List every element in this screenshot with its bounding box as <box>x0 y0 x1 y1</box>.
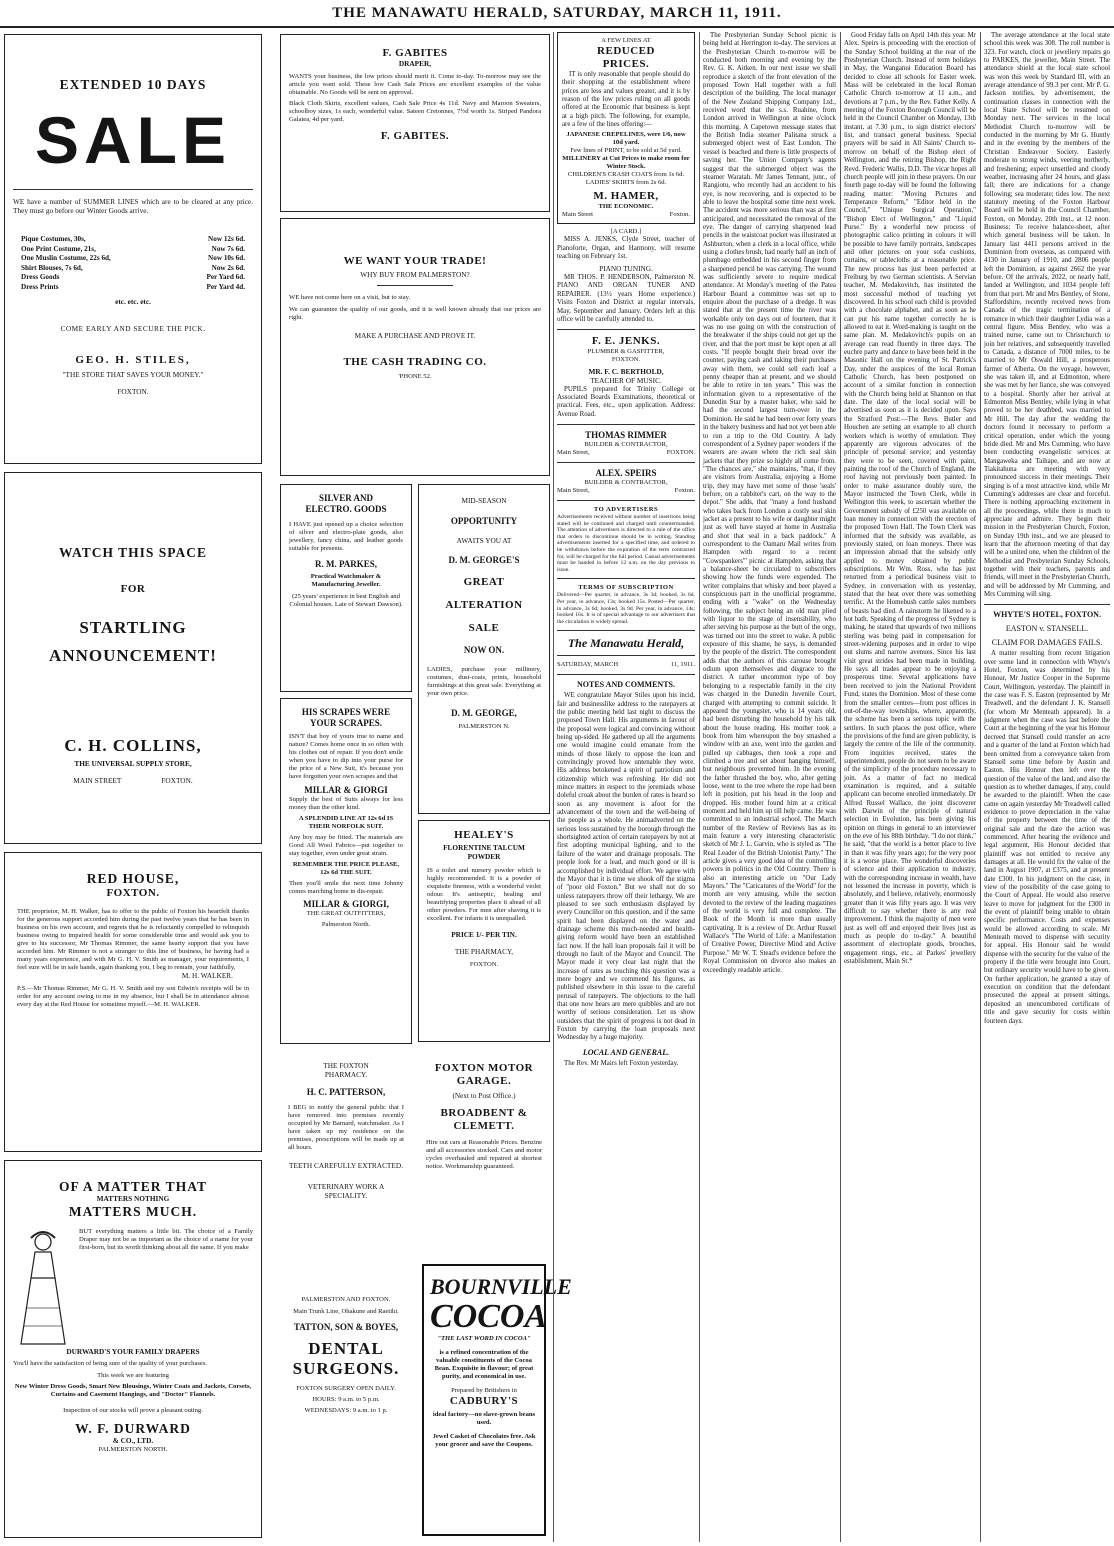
parkes-trade: Practical Watchmaker & Manufacturing Jeweller. <box>310 573 382 588</box>
berthold-body: PUPILS prepared for Trinity College or Associated Boards Examinations, theoretical or practical. Fees, etc., upon application. Address: Avenue Road. <box>557 385 695 418</box>
redhouse-title-2: FOXTON. <box>106 887 160 899</box>
rimmer-trade: BUILDER & CONTRACTOR, <box>584 440 668 448</box>
gabites-signature: F. GABITES. <box>380 129 450 142</box>
cocoa-tag: "THE LAST WORD IN COCOA" <box>437 1335 531 1342</box>
george-line-1: MID-SEASON <box>461 496 507 505</box>
parkes-title-2: ELECTRO. GOODS <box>305 504 387 514</box>
healey-title-2: FLORENTINE TALCUM POWDER <box>443 843 525 861</box>
hamer-firm: M. HAMER, <box>593 190 659 203</box>
red-house-ad <box>4 852 262 1152</box>
parkes-firm: R. M. PARKES, <box>314 559 378 569</box>
patterson-title-2: PHARMACY. <box>324 1069 368 1079</box>
collins-town: FOXTON. <box>161 775 193 785</box>
george-ad <box>418 484 550 814</box>
fjenks-trade: PLUMBER & GASFITTER, <box>587 348 665 356</box>
garage-title-2: GARAGE. <box>456 1075 512 1087</box>
speirs-trade: BUILDER & CONTRACTOR, <box>584 478 668 486</box>
patterson-ad <box>280 1050 412 1286</box>
reduced-title-3: PRICES. <box>602 58 650 70</box>
cocoa-ad <box>422 1264 572 1536</box>
dental-wednesday: WEDNESDAYS: 9 a.m. to 1 p. <box>304 1407 388 1414</box>
durward-title-1: OF A MATTER THAT <box>59 1179 207 1194</box>
scrapes-body: ISN'T that boy of yours true to name and nature? Comes home once in so often with his clothes out of repair. If you don't smile when you have to dip into your purse for the price of a New Suit, it's because you have forgotten your own scrapes and that <box>289 733 403 780</box>
durward-sub: DURWARD'S YOUR FAMILY DRAPERS <box>66 1346 200 1356</box>
tuning-title: PIANO TUNING. <box>599 264 653 274</box>
sale-ad <box>4 34 262 464</box>
news-column-5 <box>844 32 976 1542</box>
ads-column-2 <box>280 32 572 1542</box>
speirs-firm: ALEX. SPEIRS <box>595 467 657 478</box>
news-column-4 <box>703 32 836 1542</box>
sale-items: Pique Costumes, 30s, Now 12s 6d. One Print Costume, 21s, Now 7s 6d. One Muslin Costume, 22s 6d, Now 10s 6d. Shirt Blouses, 7s 6d, Now 2s 6d. Dress Goods Per Yard 6d. Dress Prints Per Yard 4d. <box>21 235 245 291</box>
whytes-hotel-title: WHYTE'S HOTEL, FOXTON. <box>993 610 1101 620</box>
lady-figure-icon <box>13 1228 73 1348</box>
george-line-4: D. M. GEORGE'S <box>448 555 520 566</box>
fjenks-town: FOXTON. <box>611 356 641 364</box>
collins-firm: C. H. COLLINS, <box>64 736 202 755</box>
hamer-town: Foxton. <box>669 211 690 219</box>
sale-big: SALE <box>34 103 232 177</box>
cocoa-logo-1: BOURNVILLE <box>430 1274 572 1299</box>
scrapes-title-1: HIS SCRAPES WERE <box>301 707 391 717</box>
sale-tag: "THE STORE THAT SAVES YOUR MONEY." <box>62 369 204 379</box>
patterson-body: I BEG to notify the general public that I have removed into premises recently occupied by Mr Barnard, watchmaker. As I have taken up my residence on the premises, prescriptions will be made up at all hours. <box>288 1104 404 1152</box>
george-line-3: AWAITS YOU AT <box>456 535 512 545</box>
gabites-trade: DRAPER, <box>398 59 432 68</box>
cocoa-prepared: Prepared by Britishers in <box>451 1387 517 1394</box>
durward-town: PALMERSTON NORTH. <box>98 1446 168 1454</box>
easton-title: EASTON v. STANSELL. <box>1005 624 1089 634</box>
parkes-experience: (25 years' experience in best English and Colonial houses. Late of Stewart Dawson). <box>289 593 403 608</box>
paper-title: The Manawatu Herald, <box>567 636 685 651</box>
cocoa-ideal: ideal factory—no slave-grown beans used. <box>432 1411 536 1426</box>
millar-giorgi-ad <box>280 698 412 1044</box>
dateline-left: SATURDAY, MARCH <box>557 661 619 669</box>
durward-body: BUT everything matters a little bit. The choice of a Family Draper may not be as important as the choice of a name for your first-born, but its worth thinking about all the same. If you make <box>79 1227 253 1251</box>
cash-title: WE WANT YOUR TRADE! <box>343 255 487 267</box>
terms-title: TERMS OF SUBSCRIPTION <box>578 584 674 592</box>
george-firm: D. M. GEORGE, <box>451 708 517 719</box>
george-line-8: NOW ON. <box>463 645 505 656</box>
reduced-item-4: CHILDREN'S CRASH COATS from 1s 6d. <box>567 171 685 179</box>
notes-title: NOTES AND COMMENTS. <box>576 680 675 690</box>
healey-town: FOXTON. <box>469 960 499 968</box>
durward-ad <box>4 1160 262 1538</box>
healey-title-1: HEALEY'S <box>454 829 514 841</box>
claim-title: CLAIM FOR DAMAGES FAILS. <box>991 638 1103 648</box>
news-column-6 <box>984 32 1110 1542</box>
garage-title-1: FOXTON MOTOR <box>434 1062 534 1074</box>
scrapes-title-2: YOUR SCRAPES. <box>309 718 382 728</box>
garage-ad <box>418 1050 550 1260</box>
cash-make: MAKE A PURCHASE AND PROVE IT. <box>354 330 476 340</box>
cash-body: WE have not come here on a visit, but to stay. <box>289 293 411 301</box>
cash-trading-ad <box>280 218 550 476</box>
patterson-title-1: THE FOXTON <box>323 1061 369 1070</box>
sale-intro: WE have a number of SUMMER LINES which are to be cleared at any price. They must go before our Winter Goods arrive. <box>13 197 253 215</box>
redhouse-signature: M. H. WALKER. <box>181 971 233 980</box>
patterson-name: H. C. PATTERSON, <box>306 1087 386 1098</box>
collins-street: MAIN STREET <box>73 775 122 785</box>
healey-firm: THE PHARMACY, <box>454 947 514 957</box>
dateline-right: 11, 1911. <box>670 661 695 669</box>
scrapes-body-3: Any boy may be fitted. The materials are Good All Wool Fabrics—put together to stay together, even under great strain. <box>289 834 403 857</box>
redhouse-title-1: RED HOUSE, <box>86 871 180 886</box>
durward-title-3: MATTERS MUCH. <box>68 1203 198 1219</box>
scrapes-great: THE GREAT OUTFITTERS, <box>306 910 386 917</box>
sale-top: EXTENDED 10 DAYS <box>59 77 207 92</box>
sale-come: COME EARLY AND SECURE THE PICK. <box>60 324 206 334</box>
george-line-7: SALE <box>468 622 500 635</box>
speirs-street: Main Street, <box>557 486 590 494</box>
durward-featuring: This week we are featuring <box>97 1372 169 1380</box>
durward-list: New Winter Dress Goods, Smart New Blousings, Winter Coats and Jackets, Corsets, Curtains and Casement Hangings, and "Doctor" Flannels. <box>14 1383 252 1399</box>
gabites-ad <box>280 34 550 212</box>
healey-ad <box>418 820 550 1042</box>
george-town: PALMERSTON N. <box>458 723 510 731</box>
durward-body-2: You'll have the satisfaction of being sure of the quality of your purchases. <box>13 1360 208 1368</box>
cocoa-logo-2: COCOA <box>430 1298 548 1335</box>
scrapes-splendid: A SPLENDID LINE AT 12s 6d IS THEIR NORFOLK SUIT. <box>298 815 394 830</box>
reduced-title-1: A FEW LINES AT <box>601 37 651 44</box>
rimmer-firm: THOMAS RIMMER <box>585 429 667 440</box>
reduced-item-1: JAPANESE CREPELINES, were 1/6, now 10d yard. <box>566 131 686 147</box>
cash-firm: THE CASH TRADING CO. <box>343 356 487 369</box>
news-column-3 <box>557 32 695 1542</box>
scrapes-remember: REMEMBER THE PRICE PLEASE, 12s 6d THE SUIT. <box>292 861 400 876</box>
reduced-item-2: Few lines of PRINT, to be sold at 5d yard. <box>570 147 682 155</box>
garage-firm: BROADBENT & CLEMETT. <box>440 1106 528 1132</box>
scrapes-firm: MILLAR & GIORGI <box>304 785 388 795</box>
redhouse-ps: P.S.—Mr Thomas Rimmer, Mr G. H. V. Smith and my son Edwin's receipts will be in order for any account owing to me in my absence, but I shall be in attendance almost every day at the Red House for sometime myself.—M. H. WALKER. <box>17 984 249 1008</box>
dental-address: Main Trunk Line, Ohakune and Raetihi. <box>293 1308 399 1315</box>
cash-body-2: We can guarantee the quality of our goods, and it is well known already that our prices are right. <box>289 305 541 321</box>
dental-title-1: DENTAL <box>308 1339 384 1358</box>
reduced-body: IT is only reasonable that people should do their shopping at the establishment where prices are less and values greater, and it is by reason of the low prices ruling on all goods offered at the Economic that business is kept at a high pitch. The following, for example, are a few of the lines offering:— <box>562 71 690 129</box>
local-title: LOCAL AND GENERAL. <box>582 1047 670 1057</box>
reduced-title-2: REDUCED <box>597 45 655 57</box>
cash-phone: 'PHONE 52. <box>398 373 432 381</box>
reduced-item-5: LADIES' SKIRTS from 2s 6d. <box>585 179 667 187</box>
cash-subtitle: WHY BUY FROM PALMERSTON? <box>360 270 470 279</box>
collins-ad <box>4 472 262 844</box>
durward-co: & CO., LTD. <box>112 1436 154 1446</box>
rimmer-town: FOXTON. <box>666 448 695 456</box>
dental-open: FOXTON SURGERY OPEN DAILY. <box>296 1385 396 1392</box>
durward-firm: W. F. DURWARD <box>75 1421 191 1437</box>
healey-price: PRICE 1/- PER TIN. <box>451 930 517 940</box>
parkes-ad <box>280 484 412 692</box>
cocoa-cadbury: CADBURY'S <box>449 1395 519 1407</box>
watch-line-4: ANNOUNCEMENT! <box>49 646 217 665</box>
scrapes-town: Palmerston North. <box>321 921 371 928</box>
card-label: [A CARD.] <box>610 228 642 236</box>
rimmer-street: Main Street, <box>557 448 590 456</box>
scrapes-body-4: Then you'll smile the next time Johnny comes marching home in dis-repair. <box>289 880 403 895</box>
gabites-firm: F. GABITES <box>382 47 448 59</box>
speirs-town: Foxton. <box>674 486 695 494</box>
fjenks-firm: F. E. JENKS. <box>591 335 661 348</box>
gabites-body: WANTS your business, the low prices should merit it. Come to-day. To-morrow may see the article you want sold. These low Cash Sale Prices are excellent examples of the value obtainable. No Goods will be sent on approval. <box>289 72 541 96</box>
dental-hours: HOURS: 9 a.m. to 5 p.m. <box>312 1396 380 1403</box>
garage-location: (Next to Post Office.) <box>452 1091 516 1100</box>
patterson-vet: VETERINARY WORK A SPECIALITY. <box>307 1182 385 1200</box>
column-4-text: The Presbyterian Sunday School picnic is being held at Herrington to-day. The services at the Presbyterian Church to-morrow will be conducted both morning and evening by the Rev. G. K. Aitken. In our next issue we shall reproduce a sketch of the front elevation of the proposed Town Hall together with a full description of the building. The local manager of the New Zealand Shipping Company Ltd., received word that the s.s. Ruahine, from London arrived in Wellington at nine o'clock this morning. A Capetown message states that the British India steamer Palitana struck a submerged object west of East London. The vessel is beached and there is little prospects of saving her. The Union Company's agents suggest that the submerged object was the steamer Waratah. Mr James Tennant, junr., of Rangiotu, who recently had an accident to his eye, is now recovering, and is expected to be able to leave the hospital some time next week. The accident was more serious than was at first anticipated, and necessitated the removal of the eye. The danger of carrying sharpened lead pencils in the waistcoat pocket was illustrated at Ashburton, when a clerk in a local office, while using a clothes brush, had nearly half an inch of plumbago embedded in his second finger from a sharpened pencil he was carrying. The wound was sufficiently severe to require medical attendance. At Monday's meeting of the Patea Harbour Board a committee was set up to enquire about the purchase of a dredge. It was stated that at the present time the river was workable only ten days out of fourteen, that it was no use going on with the construction of the breakwater if the ships could not get up the river, and that the port must be kept open at all costs. "If people bought their bread over the counter, paying cash and taking their purchases away with them, we could sell each loaf a penny cheaper than at present, and we should be able to retire in ten years." This was the information given to a representative of the Dunedin Star by a master baker, who said he had the second largest turn-over in the Dominion. He said he had been over forty years in the bakery business and had not yet been able to run a trip to the Old Country. A lady correspondent of a Sydney paper wonders if the wearers are aware where the rich seal skin jackets that they prize so highly all come from. "The chances are," she maintains, "that, if they are visitors from Australia, enjoying a Home trip, they may have met some of those 'seals' before, on a rabbiter's cart, on the way to the depot." She adds, that "many a fond husband who takes back from London a costly seal skin jacket as a present to his wife or daughter might just as well have stayed at home in Australia and shot that seal in a back paddock." A correspondent to the Oamaru Mail writes from Hampden with regard to a recent "Cowspankers'" picnic at Hampden, asking that a balance-sheet be circulated to subscribers showing how the funds were expended. The writer complains that whisky and beer played a conspicuous part in the unofficial programme, ending with a "wake" on the Wednesday following, the subject being an old man plied with liquor to the stage of insensibility, who after serving his purpose as the butt of the orgy, was turned out into the street to wake. A public exposure of this shame, he says, is demanded by the people of the district. The correspondent adds that the authors of this carouse brought odium upon themselves and disgrace to the district. A rather uncommon type of boy belonging to a respectable family in the city was charged in the Dunedin Juvenile Court, charged with attempting to commit suicide. It appeared the youngster, who is 14 years old, had been disturbing the household by his talk about the house reading. His mother took a book from him whereupon the boy smashed a window with an axe, went into the garden and pulled up cabbages, then took a rope and climbed a tree and set about hanging himself, but neighbours prevented him. In the evening the father thrashed the boy, who, after getting loose, went to the tree where the rope had been left in position, put his head in the loop and dropped. His mother found him at a critical moment and held him up till help came. He was committed to an industrial school. The March number of the Review of Reviews has as its main feature a very interesting characteristic sketch of Mr J. L. Garvin, who is styled as "The Real Leader of the British Unionist Party." The article gives a very good idea of the controlling powers in politics in the Old Country. There is also an interesting article on "Our Lady Mayors." The "Caricatures of the World" for the month are very amusing, while the section devoted to the review of the leading magazines of the world is very full and complete. The Book of the Month is more than usually captivating. It is a review of Dr. Arthur Russel Wallace's "The World of Life: a Manifestation of Creative Power, Directive Mind and Active Purpose." Mr W. T. Stead's evidence before the Royal Commission on divorce also makes an exceedingly readable article. <box>703 32 836 974</box>
garage-body: Hire out cars at Reasonable Prices. Benzine and all accessories stocked. Cars and motor cycles overhauled and repaired at shortest notice. Workmanship guaranteed. <box>426 1138 542 1170</box>
berthold-name: MR. F. C. BERTHOLD, <box>588 367 664 377</box>
berthold-trade: TEACHER OF MUSIC. <box>590 375 662 385</box>
george-line-6: ALTERATION <box>445 599 523 612</box>
hamer-economic: THE ECONOMIC. <box>598 203 654 211</box>
collins-store: THE UNIVERSAL SUPPLY STORE, <box>74 759 192 768</box>
sale-firm: GEO. H. STILES, <box>75 353 191 366</box>
economic-ad <box>557 32 695 224</box>
advertisers-body: Advertisements received without number of insertions being stated will be continued and charged until countermanded. The attention of advertisers is directed to a rule of the office that orders to discontinue should be in writing. Standing advertisements inserted for a specified time, and ordered to be withdrawn before the expiration of the term contracted for, will be charged for the full period. Casual advertisements must be handed in before 12 a.m. on the day previous to issue. <box>557 513 695 573</box>
dental-title-2: SURGEONS. <box>292 1359 400 1378</box>
scrapes-firm-2: MILLAR & GIORGI, <box>303 899 389 909</box>
parkes-title-1: SILVER AND <box>319 493 373 503</box>
george-line-2: OPPORTUNITY <box>450 515 518 526</box>
hamer-street: Main Street <box>562 211 593 219</box>
george-line-5: GREAT <box>463 576 505 589</box>
notes-body: WE congratulate Mayor Stiles upon his incid, fair and businesslike address to the ratepayers at the public meeting held last night to discuss the proposed Town Hall. His arguments in favour of the proposal were logical and convincing without being up-sided. He gathered up all the arguments one would imagine could emanate from the minds of those likely to oppose the loan and convincingly proved how untenable they were. His address betokened a spirit of patriotism and citizenship which was refreshing. He did not mince matters in respect to the jeremiads whose doleful croak about the burden of rates is heard so soon as any movement is afoot for the advancement of the town and the well-being of the people as a whole. He animadverted on the serious loss sustained by the borough through the shortsighted action of certain ratepayers by not at first adopting municipal lighting, and to the failure of the water and drainage proposals. The people look for a lead, and much good or ill is accomplished by individual effort. We agree with the Mayor that it is time we shook off the stigma of "poor old Foxton." But we shall not do so unless ratepayers throw off their lethargy. We are pleased to see such enthusiasm displayed by every Councillor on this question, and if the same spirit had been displayed on the water and drainage scheme this much-needed and health-giving reform would have been an established fact now. If the hall loan proposals fail it will be through no fault of the Mayor and Council. The Mayor made it very clear last night that the increase of rates as touching this question was a mere bogey and we commend his figures, as published elsewhere in this issue to the careful perusal of ratepayers. The objections to the hall that one now hears are mere quibbles and are not worthy of serious consideration. Let us show outsiders that the spirit of progress is not dead in Foxton by carrying the loan proposals next Wednesday by a huge majority. <box>557 692 695 1042</box>
durward-title-2: MATTERS NOTHING <box>96 1194 170 1203</box>
patterson-teeth: TEETH CAREFULLY EXTRACTED. <box>289 1161 403 1171</box>
watch-line-3: STARTLING <box>79 618 187 637</box>
sale-town: FOXTON. <box>117 386 149 396</box>
healey-body: IS a toilet and nursery powder which is highly recommended. It is a powder of exquisite fineness, with a wonderful violet odour. It's antiseptic, healing and beautifying properties place it ahead of all other powders. For men after shaving it is excellent. For infants it is unequalled. <box>427 867 541 923</box>
ads-column-1 <box>4 32 262 1542</box>
dental-firm: TATTON, SON & BOYES, <box>293 1322 399 1332</box>
dental-towns: PALMERSTON AND FOXTON. <box>301 1296 391 1303</box>
cocoa-body: is a refined concentration of the valuable constituents of the Cocoa Bean. Exquisite in flavour; of great purity, and economical in use. <box>434 1349 534 1380</box>
jenks-card: MISS A. JENKS, Clyde Street, teacher of Pianoforte, Organ, and Harmony, will resume teaching on February 1st. <box>557 236 695 261</box>
scrapes-body-2: Supply the best of Suits always for less money than the other kind. <box>289 796 403 811</box>
watch-line-2: FOR <box>120 583 146 595</box>
watch-line-1: WATCH THIS SPACE <box>58 545 208 560</box>
column-6-text-2: A matter resulting from recent litigation over some land in connection with Whyte's Hotel, Foxton, was determined by his Honour, Mr Justice Cooper in the Supreme Court, Wellington, yesterday. The plaintiff in the case was F. S. Easton (represented by Mr Treadwell, and the defendant J. K. Stansell (for whom Mr Menteath appeared). In a judgment when the case was last before the Court at the beginning of the year his Honour decreed that Stansell could transfer an acre and a quarter of the land at Foxton which had been omitted from a conveyance taken from Stansell some time before by Austin and Easton. His Honour then left over the question of the value of the land, and also the question as to whether damages, if any, could be awarded to the plaintiff. When the case came on again yesterday Mr Treadwell called evidence to prove depreciation in the value of the property between the time of the original sale and the date the action was commenced. After hearing the evidence and legal argument, His Honour decided that plaintiff was not entitled to receive any damages at all. He would fix the value of the land in August 1907, at £375, and at present date £300. In his judgment on the case, in view of the possibility of the case going to the Court of Appeal. He would also reserve leave to move for judgment for the £300 in the event of plaintiff being unable to obtain specific performance. Costs and expenses would be allowed according to scale. Mr Menteath moved to dispense with security for appeal. His Honour said he would dispense with the security for the value of the property if the title were brought into Court, but ordinary security would have to be given. On further application, he granted a stay of execution on condition that the defendant prosecuted the appeal at present sittings, deposited an unencumbered certificate of title and gave security for costs within fourteen days. <box>984 650 1110 1025</box>
terms-body: Delivered—Per quarter, in advance, 3s 3d; booked, 3s 6d. Per year, in advance, 13s; booked 15s. Posted—Per quarter, in advance, 3s 6d; booked, 3s 9d. Per year, in advance, 14s; booked 16s. It is of special advantage to our advertisers that the circulation is widely spread. <box>557 592 695 625</box>
henderson-ad: MR THOS. P. HENDERSON, Palmerston N. PIANO AND ORGAN TUNER AND REPAIRER. (13½ years Home experience.) Visits Foxton and District at regular intervals, May, September and January. Orders left at this office will be carefully attended to. <box>557 274 695 323</box>
column-6-text-1: The average attendance at the local state school this week was 308. The roll number is 323. For watch, clock or jewellery repairs go to PARKES, the jeweller, Main Street. The attendance shield at the local state school was won this week by Standard III, with an average attendance of 99.3 per cent. Mr P. G. Jackson notifies, by advertisement, the continuation classes in connection with the local State School will be resumed on Monday next. The services in the local Methodist Church to-morrow will be conducted in the morning by Mr G. Huntly and in the evening by the members of the Christian Endeavour Society. Easterly moderate to strong winds, veering northerly, and freshening; expect unsettled and cloudy weather, increasing after 24 hours, and glass fall; there are indications for a change following; sea moderate; tides low. The next statutory meeting of the Foxton Harbour Board will be held in the Council Chamber, Foxton, on Monday, 20th inst., at 12 noon. Business: To receive balance-sheet, after which general business will be taken. In January last 4411 persons arrived in the Dominion from overseas, as compared with 4130 in January of 1910, and 2806 people left the Dominion, as against 2662 the year before. Of the arrivals, 2022, or nearly half, landed at Wellington, and 1034 people left from that port. Mr and Mrs Bentley, of Stone, Staffordshire, recently received news from Canada of the tragic termination of a romance in which their daughter Lydia was a central figure. Miss Bentley, who was a trained nurse, came out to Christchurch to join her relatives, and subsequently travelled to Canada, a distance of 7000 miles, to be married to Mr Oswald Hill, a prosperous farmer of Alberta. On the voyage, however, she was taken ill, and at Edmonton, where she was met by her fiance, she was conveyed to a hospital. Shortly after her arrival at Edmonton Miss Bentley, while lying in what proved to be her deathbed, was married to Mr Hill. The day after the wedding the doctors found it necessary to perform a critical operation, under which the young bride died. Mr and Mrs Cumming, who have been conducting evangelistic services at Mangaweka and Taihape, and are now at Tiakitahuna are meeting with very pronounced success in their meetings. Their singing is of a most attractive kind, while Mr Cumming's addresses are clear and forceful. There is nothing approaching excitement in all the proceedings, while there is much to appreciate and admire. They begin their mission in the Presbyterian Church, Foxton, on Sunday 19th inst., and we are pleased to learn that the afternoon meeting of that day will be a united one, when the children of the Methodist and Presbyterian Sunday Schools, together with their teachers, parents and friends, will meet in the Presbyterian Church, and will be addressed by Mr Cumming, and Mrs Cumming will sing. <box>984 32 1110 599</box>
masthead: THE MANAWATU HERALD, SATURDAY, MARCH 11, 1911. <box>0 0 1114 28</box>
local-body: The Rev. Mr Mairs left Foxton yesterday. <box>564 1059 679 1067</box>
redhouse-body: THE proprietor, M. H. Walker, has to offer to the public of Foxton his heartfelt thanks for the generous support accorded him during the past twelve years that he has been in business on his own account, and regrets that he is reluctantly compelled to relinquish business owing to impaired health for some considerable time and would ask you to give to his successor, Mr Thomas Rimmer, the same hearty support that you have accorded him. Mr Rimmer is not a stranger to this line of business, he having had a many years experience, and with Mr G. H. V. Smith as manager, your requirements, I feel sure will be in safe hands, again thanking you, I beg to remain, your faithfully, <box>17 908 249 971</box>
advertisers-title: TO ADVERTISERS <box>593 505 659 513</box>
george-body: LADIES, purchase your millinery, costumes, dust-coats, prints, household furnishings at this great sale. Everything at your own price. <box>427 666 541 698</box>
durward-inspect: Inspection of our stocks will prove a pleasant outing. <box>63 1407 203 1415</box>
column-5-text: Good Friday falls on April 14th this year. Mr Alex. Speirs is proceeding with the erection of the Sunday School building at the rear of the Presbyterian Church. Instead of term holidays in May, the Wanganui Education Board has decided to close all schools for Easter week. Mass will be celebrated in the local Roman Catholic Church to-morrow at 11 a.m., and devotions at 7 p.m., by the Rev. Father Kelly. A meeting of the Foxton Borough Council will be held in the Council Chamber on Monday, 13th instant, at 7.30 p.m., to sign district electors' list, and transact general business. Special prayers will be said in All Saints' Church to-morrow on behalf of the Bishop elect of Wellington, and the retiring Bishop, the Right Revd. Frederic Wallis, D.D. The vicar hopes all church people will join in these prayers. On our fourth page to-day will be found the following reading matter: "Moving Pictures and Temperance Reform," "Editor held in the Council," "Unique Surgical Operation," "Bishop Elect of Wellington," and "Liquid Purse." By a wonderful new process of photographic calico printing in colours it will be possible to have family portraits, landscapes and other pictures on your sofa cushions, curtains, or tablecloths at a reasonable price. The new process has just been perfected at Freiburg by two German scientists. A Servian teacher, M. Medakovitch, has instituted the most successful method of teaching yet discovered. In his school each child is provided with a chocolate alphabet, and as soon as he can put his name together correctly he is allowed to eat it. Word-making is taught on the same plan. M. Medakovitch's pupils on an average can read fluently in three days. The euchre party and dance to have been held in the Masonic Hall on the evening of St. Patrick's Day, under the auspices of the local Roman Catholic Church, has been postponed on account of a similar function in connection with the Church being held at Shannon on that date. The date of the local social will be advertised as soon as it is decided upon. Says the Stratford Post:—The Revs. Butler and Houchen are setting an example to all church workers which is worthy of emulation. They apparently are vigorous advocates of the principle of personal service; and yesterday they were to be seen, covered with paint, painting the roof of the Church of England, the roof having not previously been painted. In order to make assurance doubly sure, the Mayor instructed the Town Clerk, while in Wellington this week, to ascertain whether the Government subsidy of £250 was available on loan money in connection with the erection of the proposed Town Hall. The Town Clerk was informed that the subsidy was available, as previously stated, on loan moneys. There was an impression abroad that the subsidy only applied to money obtained by public subscriptions. Mr Wm. Ross, who has just returned from a periodical business visit to Sydney, in conversation with us yesterday, stated that the heat over there was something terrific. At the Homebush cattle sales numbers of beasts had died. A rainstorm he likened to a hot bath. Speaking of the progress of Sydney is making, he stated that upwards of two millions sterling was being paid in compensation for street-widening purposes and in order to wipe out slums and narrow avenues. Since his last visit great strides had been made in building. He says all trades appear to be enjoying a prosperous time. Several applications have been received to join the National Provident Fund, states the Dominion. Most of these come from the smaller centres—from post offices in out-of-the-way townships, where, apparently, the scheme has been a serious topic with the settlers. In such places the post office, where the provisions of the fund are given publicity, is largely the centre of the life of the community. From inquiries received, states the superintendent, people do not seem to be aware of the simplicity of the procedure necessary to join. As a matter of fact no medical examination is required, and a suitable applicant can become enrolled immediately. Dr Alfred Russel Wallace, the joint discoverer with Darwin of the principle of natural selection in Evolution, has been giving his opinion on things in general to an interviewer on the eve of his 88th birthday. "I do not think," he said, "that the world is a better place to live in than it was fifty years ago; for the very poor it is a worse place. The wonderful discoveries of science and their application to industry, with the corresponding increase in wealth, have not lessened the increase in poverty, which is absolutely, and I believe, relatively, enormously greater than it was fifty years ago. It was very difficult to say whether there is any real improvement. I think the majority of men were just as well off and enjoyed their lives just as much as people do to-day." A beautiful assortment of electroplate goods, brooches, engagement rings, etc., at Parkes' jewellery establishment, Main St.* <box>844 32 976 966</box>
reduced-item-3: MILLINERY at Cut Prices to make room for Winter Stock. <box>562 155 690 171</box>
gabites-body-2: Black Cloth Skirts, excellent values, Cash Sale Price 4s 11d. Navy and Maroon Sweaters, schoolboy sizes, 1s each, wonderful value. Sateen Cretonnes, 7½d worth 1s. Striped Pandora Galatea, 4d per yard. <box>289 99 541 123</box>
dental-ad <box>280 1290 412 1538</box>
cocoa-jewel: Jewel Casket of Chocolates free. Ask your grocer and save the Coupons. <box>432 1433 536 1448</box>
sale-etc: etc. etc. etc. <box>115 297 151 307</box>
parkes-body: I HAVE just opened up a choice selection of silver and electro-plate goods, also jewellery, fancy china, and leather goods suitable for presents. <box>289 521 403 552</box>
